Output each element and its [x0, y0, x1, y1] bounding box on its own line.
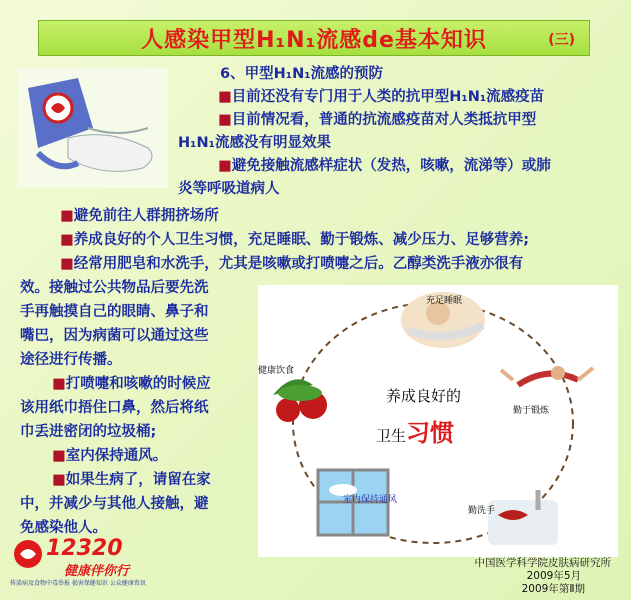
hotline-small-text: 传染病及食物中毒举报 损害保健知识 公众健康资讯	[10, 580, 146, 587]
text-line: 嘴巴，因为病菌可以通过这些	[20, 328, 209, 344]
hand-washing-illustration	[18, 68, 168, 188]
footer-org: 中国医学科学院皮肤病研究所	[474, 557, 611, 569]
text-line: 免感染他人。	[20, 520, 107, 536]
bullet-3-cont: 炎等呼吸道病人	[178, 181, 280, 197]
text-line: 巾丢进密闭的垃圾桶;	[20, 424, 157, 440]
bullet-6: ■经常用肥皂和水洗手，尤其是咳嗽或打喷嚏之后。乙醇类洗手液亦很有	[60, 256, 524, 272]
footer-issue: 2009年第Ⅱ期	[521, 583, 585, 595]
hotline-logo	[10, 536, 160, 588]
bullet-1: ■目前还没有专门用于人类的抗甲型H₁N₁流感疫苗	[218, 89, 545, 105]
page-title: 人感染甲型H₁N₁流感de基本知识	[141, 27, 487, 53]
bullet-2-cont: H₁N₁流感没有明显效果	[178, 135, 331, 151]
center-line-2: 卫生习惯	[376, 418, 455, 447]
hygiene-diagram	[258, 285, 618, 557]
bullet-5: ■养成良好的个人卫生习惯，充足睡眠、勤于锻炼、减少压力、足够营养;	[60, 232, 529, 248]
text-line: 手再触摸自己的眼睛、鼻子和	[20, 304, 209, 320]
label-wash: 勤洗手	[468, 506, 496, 516]
text-line: 途径进行传播。	[20, 352, 122, 368]
label-ventilation: 室内保持通风	[343, 495, 398, 505]
text-line: 效。接触过公共物品后要先洗	[20, 280, 209, 296]
label-sleep: 充足睡眠	[426, 296, 463, 306]
text-line: 中，并减少与其他人接触，避	[20, 496, 209, 512]
text-line: ■室内保持通风。	[52, 448, 168, 464]
title-banner	[38, 20, 590, 56]
bullet-4: ■避免前往人群拥挤场所	[60, 208, 219, 224]
hotline-number: 12320	[46, 536, 123, 561]
section-heading: 6、甲型H₁N₁流感的预防	[220, 66, 384, 82]
bullet-3: ■避免接触流感样症状（发热，咳嗽，流涕等）或肺	[218, 158, 551, 174]
hotline-slogan: 健康伴你行	[64, 564, 130, 579]
text-line: 该用纸巾捂住口鼻，然后将纸	[20, 400, 209, 416]
text-line: ■如果生病了，请留在家	[52, 472, 211, 488]
part-label: (三)	[548, 32, 575, 48]
bullet-2: ■目前情况看，普通的抗流感疫苗对人类抵抗甲型	[218, 112, 537, 128]
label-exercise: 勤于锻炼	[513, 406, 550, 416]
label-diet: 健康饮食	[258, 366, 295, 376]
center-line-1: 养成良好的	[386, 387, 462, 405]
footer-date: 2009年5月	[526, 570, 581, 582]
text-line: ■打喷嚏和咳嗽的时候应	[52, 376, 211, 392]
